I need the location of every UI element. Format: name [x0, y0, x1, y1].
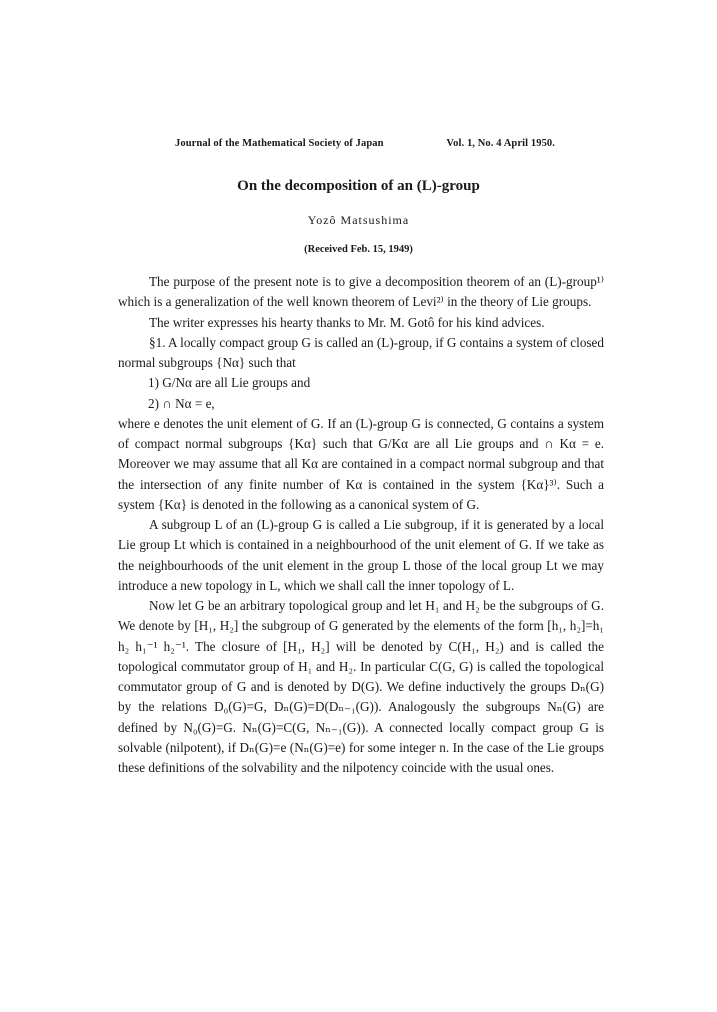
- journal-issue: Vol. 1, No. 4 April 1950.: [446, 138, 555, 149]
- paper-author: Yozô Matsushima: [307, 213, 410, 227]
- paragraph: A subgroup L of an (L)-group G is called a Lie subgroup, if it is generated by a local Lie group Lt which is contained in a neighbourhood of the unit element of G. If we take as the neighbourhoods of the unit element in the group L those of the local group Lt we may introduce a new topology in L, which we shall call the inner topology of L.: [118, 517, 604, 593]
- paper-title: On the decomposition of an (L)-group: [237, 178, 480, 194]
- received-date: (Received Feb. 15, 1949): [304, 244, 413, 255]
- running-header: [175, 138, 555, 149]
- journal-name: Journal of the Mathematical Society of Japan: [175, 138, 384, 149]
- paragraph: §1. A locally compact group G is called an (L)-group, if G contains a system of closed normal subgroups {Nα} such that: [118, 334, 604, 370]
- paragraph: The purpose of the present note is to give a decomposition theorem of an (L)-group¹⁾ which is a generalization of the well known theorem of Levi²⁾ in the theory of Lie groups.: [118, 274, 604, 310]
- paper-body: [118, 272, 604, 778]
- paragraph: The writer expresses his hearty thanks to Mr. M. Gotô for his kind advices.: [149, 314, 545, 330]
- condition-list: [118, 373, 604, 414]
- paragraph: where e denotes the unit element of G. If an (L)-group G is connected, G contains a system of compact normal subgroups {Kα} such that G/Kα are all Lie groups and ∩ Kα = e. Moreover we may assume that all Kα are contained in a compact normal subgroup and that the intersection of any finite number of Kα is contained in the system {Kα}³⁾. Such a system {Kα} is denoted in the following as a canonical system of G.: [118, 415, 604, 512]
- condition-item: 1) G/Nα are all Lie groups and: [148, 375, 311, 391]
- condition-item: 2) ∩ Nα = e,: [148, 395, 215, 411]
- paragraph: Now let G be an arbitrary topological group and let H₁ and H₂ be the subgroups of G. We denote by [H₁, H₂] the subgroup of G generated by the elements of the form [h₁, h₂]=h₁ h₂ h₁⁻¹ h₂⁻¹. The closure of [H₁, H₂] will be denoted by C(H₁, H₂) and is called the topological commutator group of H₁ and H₂. In particular C(G, G) is called the topological commutator group of G and is denoted by D(G). We define inductively the groups Dₙ(G) by the relations D₀(G)=G, Dₙ(G)=D(Dₙ₋₁(G)). Analogously the subgroups Nₙ(G) are defined by N₀(G)=G. Nₙ(G)=C(G, Nₙ₋₁(G)). A connected locally compact group G is solvable (nilpotent), if Dₙ(G)=e (Nₙ(G)=e) for some integer n. In the case of the Lie groups these definitions of the solvability and the nilpotency coincide with the usual ones.: [118, 598, 604, 775]
